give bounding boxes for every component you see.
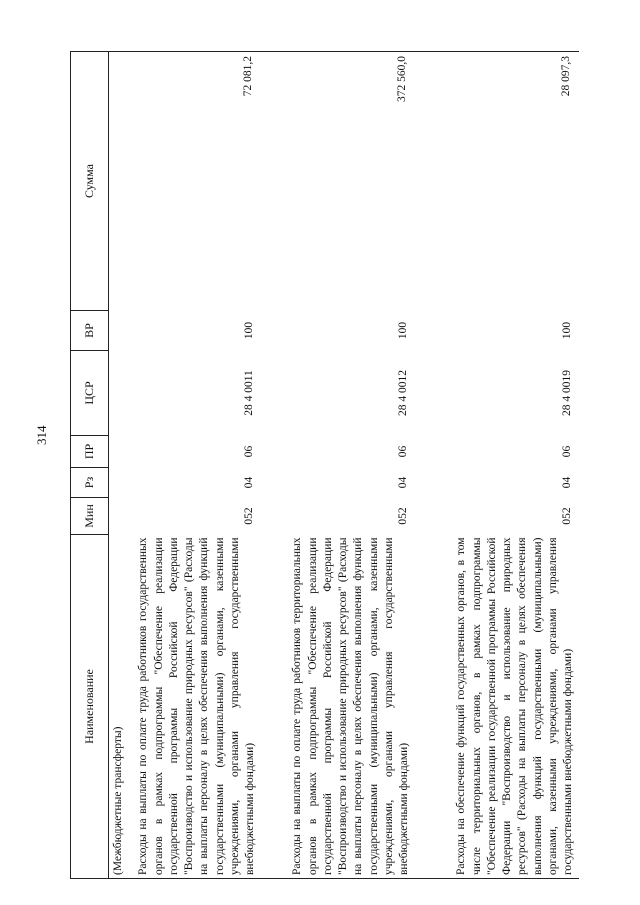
row-min: 052 (243, 507, 256, 525)
continuation-note: (Межбюджетные трансферты) (112, 726, 124, 875)
row-vr: 100 (397, 321, 410, 340)
table-row (109, 52, 261, 879)
budget-table (70, 51, 579, 879)
row-rz: 04 (561, 476, 574, 489)
row-vr: 100 (561, 321, 574, 340)
header-vr: ВР (71, 311, 109, 351)
row-name: Расходы на обеспечение функций государственных органов, в том числе территориальных органов, в рамках подпрограммы "Обеспечение реализации государственной программы Российской Федерации "Воспроизводство и использование природных ресурсов" (Расходы на выплаты персоналу в целях обеспечения выполнения функций государственными (муниципальными) органами, казенными учреждениями, органами управления государственными внебюджетными фондами) (415, 535, 579, 879)
header-pr: ПР (71, 436, 109, 468)
header-rz: Рз (71, 468, 109, 498)
row-pr: 06 (243, 445, 256, 458)
row-pr: 06 (397, 445, 410, 458)
table-row (261, 52, 415, 879)
header-sum: Сумма (71, 52, 109, 311)
table-row (415, 52, 579, 879)
row-csr: 28 4 0019 (561, 370, 574, 416)
table-header-row (71, 52, 109, 879)
row-rz: 04 (397, 476, 410, 489)
row-sum: 28 097,3 (415, 52, 579, 311)
page-number: 314 (34, 425, 49, 445)
row-rz: 04 (243, 476, 256, 489)
header-csr: ЦСР (71, 351, 109, 436)
header-min: Мин (71, 498, 109, 535)
header-name: Наименование (71, 535, 109, 879)
row-sum: 372 560,0 (261, 52, 415, 311)
row-name: Расходы на выплаты по оплате труда работников территориальных органов в рамках подпрограммы "Обеспечение реализации государственной программы Российской Федерации "Воспроизводство и использование природных ресурсов" (Расходы на выплаты персоналу в целях обеспечения выполнения функций государственными (муниципальными) органами, казенными учреждениями, органами управления государственными внебюджетными фондами) (261, 535, 415, 879)
row-pr: 06 (561, 445, 574, 458)
rotated-table-container (70, 52, 595, 879)
row-csr: 28 4 0011 (243, 370, 256, 416)
row-vr: 100 (243, 321, 256, 340)
row-min: 052 (397, 507, 410, 525)
row-min: 052 (561, 507, 574, 525)
row-name (109, 535, 261, 879)
row-sum: 72 081,2 (109, 52, 261, 311)
row-name-text: Расходы на выплаты по оплате труда работников государственных органов в рамках подпрограммы "Обеспечение реализации государственной программы Российской Федерации "Воспроизводство и использование природных ресурсов" (Расходы на выплаты персоналу в целях обеспечения выполнения функций государственными (муниципальными) органами, казенными учреждениями, органами управления государственными внебюджетными фондами) (137, 537, 257, 875)
row-csr: 28 4 0012 (397, 370, 410, 416)
